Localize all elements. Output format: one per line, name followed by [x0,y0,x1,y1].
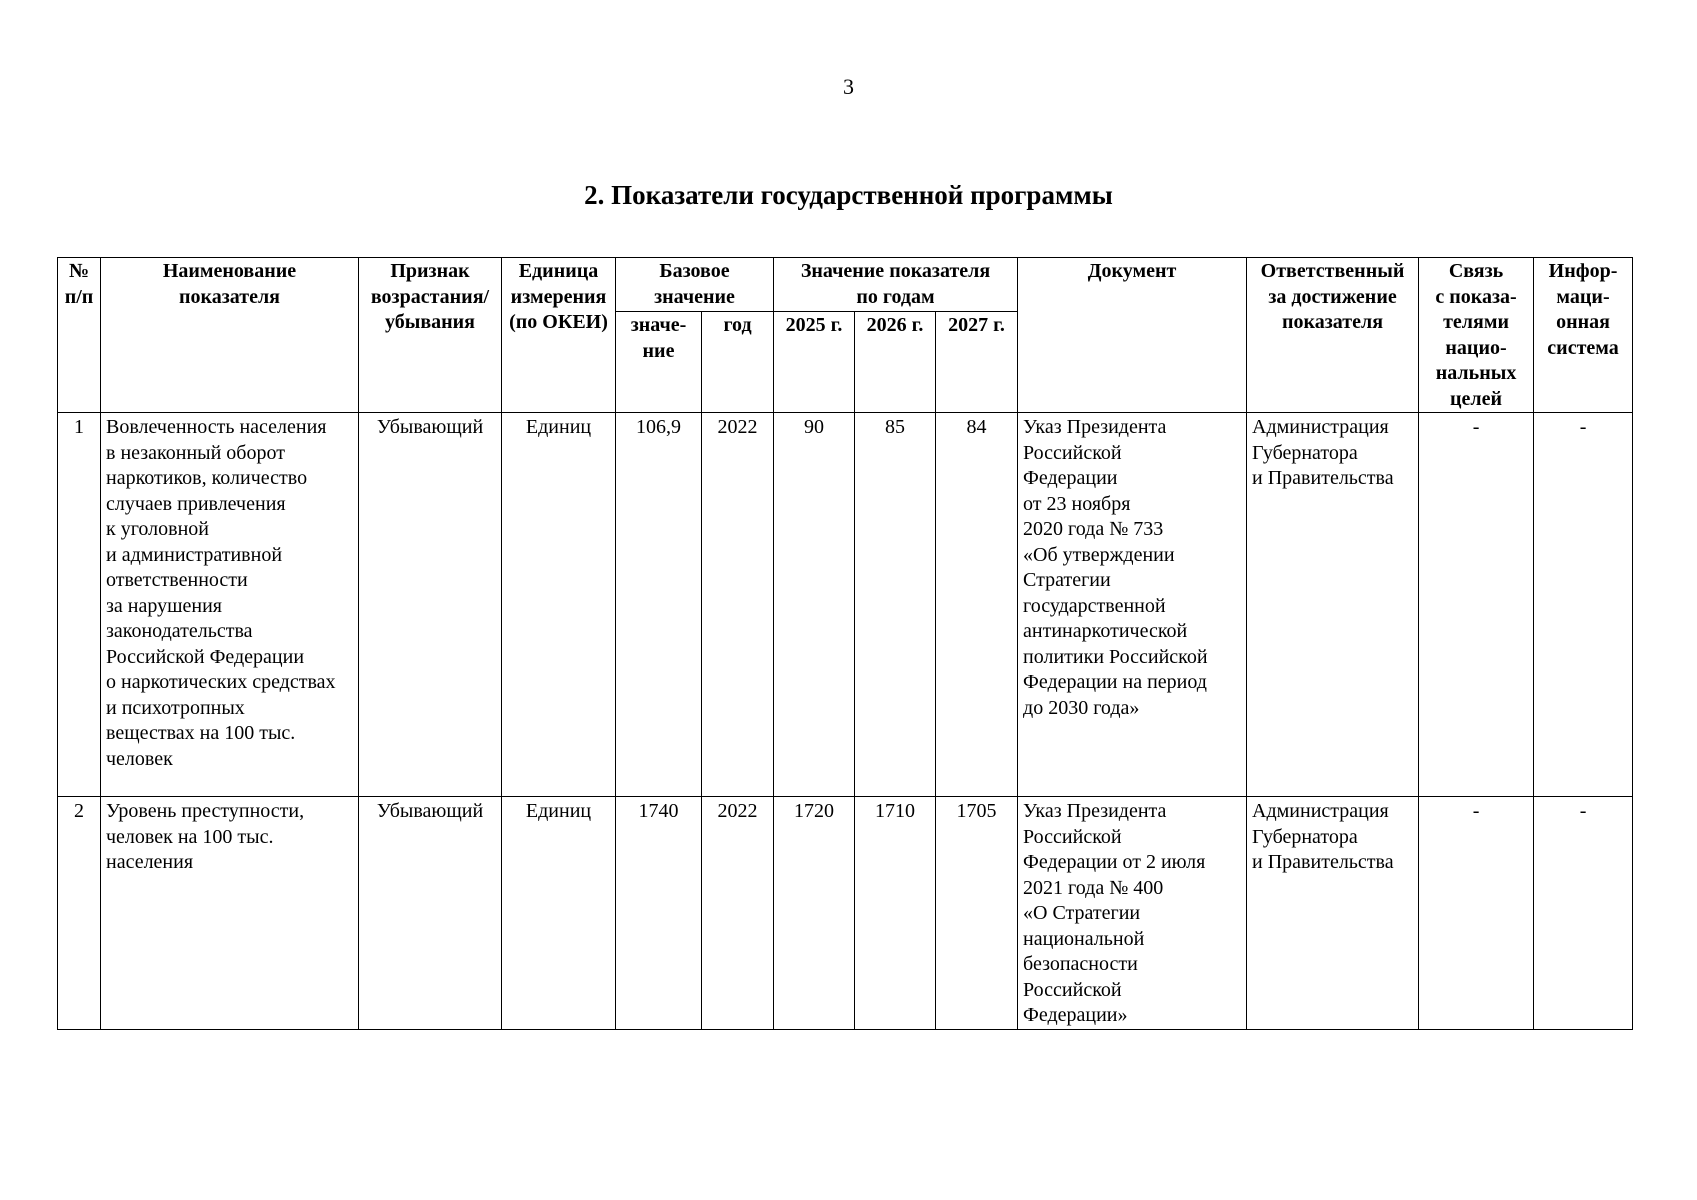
cell-value-2025: 1720 [774,797,855,1030]
cell-trend: Убывающий [359,797,502,1030]
header-trend: Признак возрастания/ убывания [359,258,502,413]
header-num: № п/п [58,258,101,413]
cell-value-2026: 85 [855,413,936,797]
cell-base-value: 106,9 [616,413,702,797]
header-base-year: год [702,312,774,413]
cell-indicator-name: Уровень преступности, человек на 100 тыс. населения [101,797,359,1030]
cell-value-2027: 1705 [936,797,1018,1030]
cell-base-value: 1740 [616,797,702,1030]
header-document: Документ [1018,258,1247,413]
cell-value-2026: 1710 [855,797,936,1030]
header-base-group: Базовое значение [616,258,774,312]
cell-num: 2 [58,797,101,1030]
header-responsible: Ответственный за достижение показателя [1247,258,1419,413]
header-year-2025: 2025 г. [774,312,855,413]
header-years-group: Значение показателя по годам [774,258,1018,312]
header-national-goals-link: Связь с показа- телями нацио- нальных целей [1419,258,1534,413]
header-unit: Единица измерения (по ОКЕИ) [502,258,616,413]
cell-national-goals-link: - [1419,797,1534,1030]
indicators-table [57,257,1633,1030]
cell-document: Указ Президента Российской Федерации от 2 июля 2021 года № 400 «О Стратегии национальной безопасности Российской Федерации» [1018,797,1247,1030]
header-name: Наименование показателя [101,258,359,413]
header-base-value: значе- ние [616,312,702,413]
cell-document: Указ Президента Российской Федерации от 23 ноября 2020 года № 733 «Об утверждении Стратегии государственной антинаркотической политики Российской Федерации на период до 2030 года» [1018,413,1247,797]
cell-num: 1 [58,413,101,797]
table-row [58,413,1633,797]
cell-base-year: 2022 [702,413,774,797]
header-info-system: Инфор- маци- онная система [1534,258,1633,413]
header-year-2026: 2026 г. [855,312,936,413]
cell-indicator-name: Вовлеченность населения в незаконный оборот наркотиков, количество случаев привлечения к уголовной и административной ответственности за нарушения законодательства Российской Федерации о наркотических средствах и психотропных веществах на 100 тыс. человек [101,413,359,797]
cell-responsible: Администрация Губернатора и Правительства [1247,413,1419,797]
section-title: 2. Показатели государственной программы [584,180,1113,210]
table-row [58,797,1633,1030]
header-year-2027: 2027 г. [936,312,1018,413]
cell-unit: Единиц [502,413,616,797]
cell-base-year: 2022 [702,797,774,1030]
cell-value-2025: 90 [774,413,855,797]
cell-unit: Единиц [502,797,616,1030]
cell-responsible: Администрация Губернатора и Правительства [1247,797,1419,1030]
cell-trend: Убывающий [359,413,502,797]
page-number: 3 [843,74,854,99]
cell-info-system: - [1534,413,1633,797]
header-row-1 [58,258,1633,312]
cell-info-system: - [1534,797,1633,1030]
cell-national-goals-link: - [1419,413,1534,797]
cell-value-2027: 84 [936,413,1018,797]
